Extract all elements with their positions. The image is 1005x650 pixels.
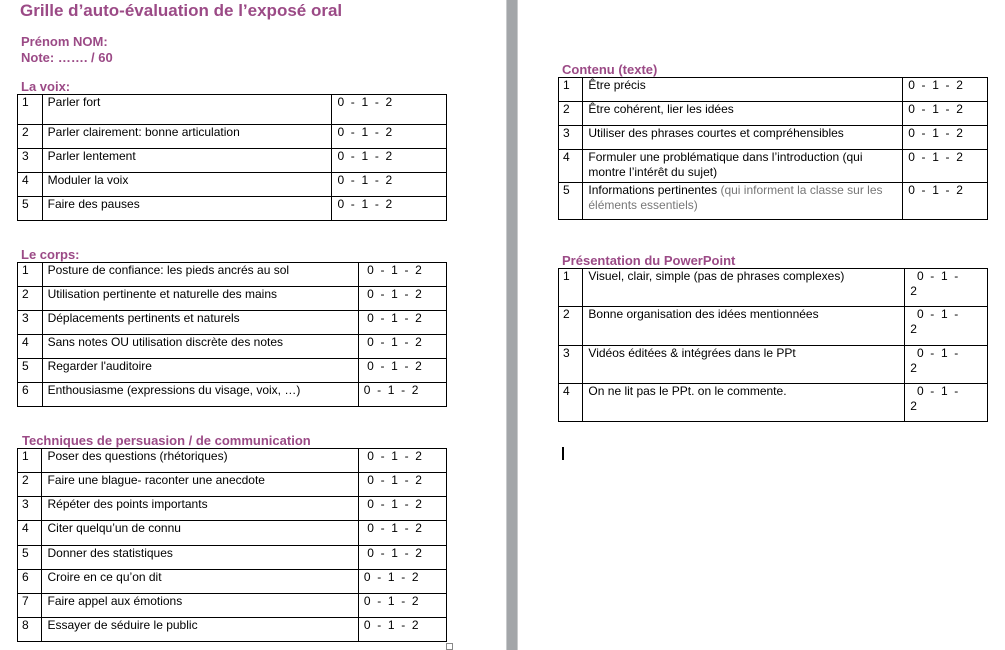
criterion-label: Sans notes OU utilisation discrète des notes (47, 335, 284, 349)
criterion-label: Posture de confiance: les pieds ancrés au sol (47, 263, 290, 277)
section-title-powerpoint: Présentation du PowerPoint (562, 253, 736, 268)
criterion-cell (42, 521, 358, 546)
row-number: 2 (18, 473, 42, 497)
row-number: 1 (18, 449, 42, 473)
score-scale[interactable]: 0 - 1 - 2 (358, 473, 446, 497)
criterion-cell (583, 384, 905, 422)
row-number: 1 (559, 269, 583, 307)
row-number: 8 (18, 618, 42, 642)
table-row (18, 95, 447, 125)
table-row (559, 346, 988, 384)
row-number: 4 (559, 384, 583, 422)
table-row (18, 594, 447, 618)
score-scale[interactable]: 0 - 1 - 2 (903, 150, 988, 183)
criterion-cell (583, 102, 903, 126)
criterion-cell (42, 383, 358, 407)
row-number: 5 (18, 197, 43, 221)
criterion-label: Croire en ce qu’on dit (47, 570, 162, 584)
criterion-label: Moduler la voix (47, 173, 129, 187)
table-row (18, 449, 447, 473)
criterion-label: On ne lit pas le PPt. on le commente. (588, 384, 787, 398)
row-number: 1 (18, 263, 43, 287)
row-number: 3 (18, 149, 43, 173)
criterion-label: Faire des pauses (47, 197, 140, 211)
criterion-label: Parler lentement (47, 149, 136, 163)
score-scale[interactable]: 0 - 1 - 2 (358, 497, 446, 521)
table-row (18, 618, 447, 642)
table-row (18, 125, 447, 149)
score-scale[interactable]: 0 - 1 - 2 (905, 384, 988, 422)
criterion-cell (42, 125, 332, 149)
row-number: 5 (559, 183, 583, 220)
criterion-label: Essayer de séduire le public (47, 618, 198, 632)
criterion-label: Citer quelqu’un de connu (47, 521, 181, 535)
row-number: 4 (18, 173, 43, 197)
row-number: 3 (18, 311, 43, 335)
table-row (18, 546, 447, 570)
section-title-techniques: Techniques de persuasion / de communication (22, 433, 311, 448)
table-row (559, 126, 988, 150)
row-number: 2 (559, 102, 583, 126)
row-number: 5 (18, 546, 42, 570)
criterion-cell (583, 126, 903, 150)
criterion-label: Formuler une problématique dans l’introduction (qui montre l’intérêt du sujet) (588, 150, 863, 179)
criterion-cell (42, 149, 332, 173)
criterion-label: Donner des statistiques (47, 546, 173, 560)
row-number: 4 (18, 335, 43, 359)
criterion-label: Parler fort (47, 95, 101, 109)
table-row (18, 497, 447, 521)
criterion-label: Regarder l'auditoire (47, 359, 152, 373)
criterion-cell (42, 618, 358, 642)
score-scale[interactable]: 0 - 1 - 2 (332, 197, 447, 221)
table-voix (17, 94, 447, 221)
criterion-cell (42, 497, 358, 521)
score-scale[interactable]: 0 - 1 - 2 (358, 521, 446, 546)
text-cursor (562, 447, 564, 460)
table-row (18, 359, 447, 383)
table-row (18, 287, 447, 311)
criterion-label: Parler clairement: bonne articulation (47, 125, 240, 139)
criterion-cell (42, 335, 358, 359)
criterion-label: Poser des questions (rhétoriques) (47, 449, 228, 463)
criterion-label: Être cohérent, lier les idées (588, 102, 734, 116)
row-number: 1 (559, 78, 583, 102)
criterion-cell (42, 473, 358, 497)
criterion-label: Utiliser des phrases courtes et compréhensibles (588, 126, 844, 140)
score-scale[interactable]: 0 - 1 - 2 (905, 346, 988, 384)
criterion-cell (42, 359, 358, 383)
section-title-voix: La voix: (21, 79, 71, 94)
score-scale[interactable]: 0 - 1 - 2 (358, 359, 446, 383)
score-scale[interactable]: 0 - 1 - 2 (903, 102, 988, 126)
criterion-cell (42, 197, 332, 221)
criterion-label: Faire une blague- raconter une anecdote (47, 473, 265, 487)
criterion-cell (583, 269, 905, 307)
table-row (18, 149, 447, 173)
criterion-cell (42, 570, 358, 594)
score-scale[interactable]: 0 - 1 - 2 (332, 149, 447, 173)
name-label: Prénom NOM: (21, 34, 108, 49)
criterion-cell (42, 95, 332, 125)
row-number: 3 (559, 126, 583, 150)
table-row (559, 150, 988, 183)
row-number: 1 (18, 95, 43, 125)
criterion-cell (42, 173, 332, 197)
table-powerpoint (558, 268, 988, 422)
row-number: 3 (559, 346, 583, 384)
score-scale[interactable]: 0 - 1 - 2 (332, 125, 447, 149)
table-corps (17, 262, 447, 407)
table-contenu (558, 77, 988, 220)
row-number: 4 (559, 150, 583, 183)
criterion-note: (qui informent la classe sur les éléments essentiels) (588, 183, 883, 212)
table-row (18, 383, 447, 407)
criterion-label: Déplacements pertinents et naturels (47, 311, 240, 325)
criterion-cell (42, 594, 358, 618)
criterion-cell (583, 307, 905, 346)
score-scale[interactable]: 0 - 1 - 2 (903, 78, 988, 102)
criterion-label: Enthousiasme (expressions du visage, voix, …) (47, 383, 301, 397)
score-scale[interactable]: 0 - 1 - 2 (358, 594, 446, 618)
score-scale[interactable]: 0 - 1 - 2 (358, 618, 446, 642)
score-scale[interactable]: 0 - 1 - 2 (358, 287, 446, 311)
criterion-cell (42, 263, 358, 287)
table-row (18, 263, 447, 287)
row-number: 6 (18, 570, 42, 594)
table-row (559, 183, 988, 220)
criterion-label: Répéter des points importants (47, 497, 208, 511)
row-number: 7 (18, 594, 42, 618)
row-number: 2 (18, 287, 43, 311)
criterion-cell (583, 150, 903, 183)
section-title-contenu: Contenu (texte) (562, 62, 658, 77)
score-scale[interactable]: 0 - 1 - 2 (903, 183, 988, 220)
criterion-cell (42, 287, 358, 311)
criterion-label: Bonne organisation des idées mentionnées (588, 307, 819, 321)
criterion-cell (42, 449, 358, 473)
score-scale[interactable]: 0 - 1 - 2 (358, 546, 446, 570)
row-number: 4 (18, 521, 42, 546)
table-row (18, 173, 447, 197)
score-scale[interactable]: 0 - 1 - 2 (905, 307, 988, 346)
criterion-label: Vidéos éditées & intégrées dans le PPt (588, 346, 796, 360)
table-row (559, 78, 988, 102)
table-row (559, 384, 988, 422)
table-row (559, 307, 988, 346)
table-techniques (17, 448, 447, 642)
table-row (559, 102, 988, 126)
score-scale[interactable]: 0 - 1 - 2 (358, 263, 446, 287)
section-title-corps: Le corps: (21, 247, 80, 262)
score-scale[interactable]: 0 - 1 - 2 (358, 449, 446, 473)
score-scale[interactable]: 0 - 1 - 2 (332, 95, 447, 125)
criterion-cell (42, 546, 358, 570)
row-number: 6 (18, 383, 43, 407)
score-scale[interactable]: 0 - 1 - 2 (358, 311, 446, 335)
score-scale[interactable]: 0 - 1 - 2 (358, 335, 446, 359)
criterion-cell (583, 346, 905, 384)
document-title: Grille d’auto-évaluation de l’exposé oral (20, 1, 343, 20)
table-row (559, 269, 988, 307)
score-scale[interactable]: 0 - 1 - 2 (903, 126, 988, 150)
criterion-label: Informations pertinentes (588, 183, 718, 197)
table-row (18, 570, 447, 594)
table-row (18, 311, 447, 335)
criterion-cell (583, 78, 903, 102)
page-gutter (506, 0, 518, 650)
criterion-cell (42, 311, 358, 335)
row-number: 3 (18, 497, 42, 521)
table-row (18, 521, 447, 546)
table-row (18, 473, 447, 497)
row-number: 2 (559, 307, 583, 346)
score-scale[interactable]: 0 - 1 - 2 (332, 173, 447, 197)
row-number: 5 (18, 359, 43, 383)
criterion-cell (583, 183, 903, 220)
table-resize-handle[interactable] (446, 643, 453, 650)
criterion-label: Visuel, clair, simple (pas de phrases complexes) (588, 269, 845, 283)
row-number: 2 (18, 125, 43, 149)
table-row (18, 197, 447, 221)
criterion-label: Faire appel aux émotions (47, 594, 183, 608)
score-scale[interactable]: 0 - 1 - 2 (358, 383, 446, 407)
grade-label: Note: ……. / 60 (21, 50, 113, 65)
criterion-label: Être précis (588, 78, 646, 92)
criterion-label: Utilisation pertinente et naturelle des mains (47, 287, 278, 301)
score-scale[interactable]: 0 - 1 - 2 (358, 570, 446, 594)
score-scale[interactable]: 0 - 1 - 2 (905, 269, 988, 307)
table-row (18, 335, 447, 359)
